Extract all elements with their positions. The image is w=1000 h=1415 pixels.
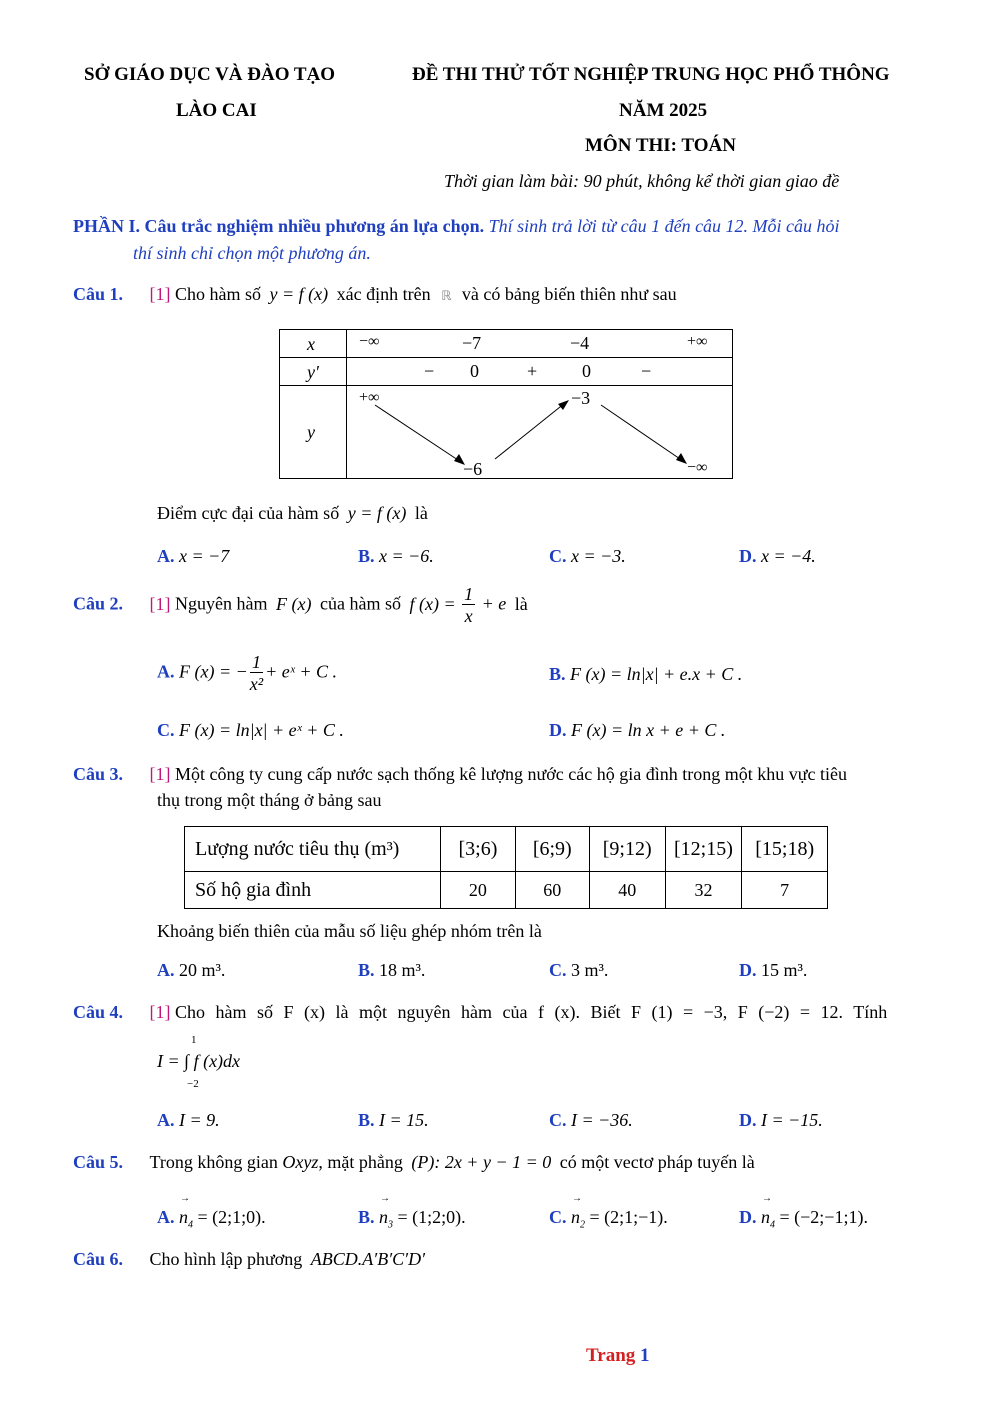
option-letter: C.: [549, 546, 567, 566]
page-word: Trang: [586, 1345, 636, 1366]
option-text: = (1;2;0).: [397, 1207, 466, 1227]
table-cell: 7: [742, 872, 828, 909]
q1-func: y = f (x): [269, 284, 329, 304]
part1-instruction: Thí sinh trả lời từ câu 1 đến câu 12. Mỗi câu hỏi: [488, 216, 840, 236]
q4-option-d[interactable]: [739, 1110, 823, 1131]
header-year: NĂM 2025: [619, 100, 708, 121]
q6-label: Câu 6.: [73, 1249, 124, 1269]
option-letter: C.: [549, 1207, 567, 1227]
option-letter: B.: [549, 664, 566, 684]
normal-vector: [179, 1193, 193, 1231]
option-letter: A.: [157, 1110, 175, 1130]
vector-symbol: n: [571, 1207, 580, 1227]
vt-row-yp: y′: [307, 362, 319, 382]
vt-row-x: x: [307, 334, 315, 354]
vt-x-val: −∞: [359, 333, 380, 350]
option-text: x = −7: [179, 546, 230, 566]
header-department: SỞ GIÁO DỤC VÀ ĐÀO TẠO: [84, 64, 336, 85]
option-letter: B.: [358, 1207, 375, 1227]
q3-level: [1]: [149, 764, 171, 784]
arrow-down-2-head: [676, 453, 687, 464]
q3-question: Khoảng biến thiên của mẫu số liệu ghép nhóm trên là: [157, 921, 542, 941]
fraction-denominator: x: [464, 606, 473, 626]
page-footer: [586, 1345, 650, 1367]
q4-integral: [157, 1034, 357, 1094]
vt-yp-zero: 0: [470, 361, 479, 381]
option-text: = (2;1;−1).: [589, 1207, 668, 1227]
q3-label: Câu 3.: [73, 764, 124, 784]
option-text: x = −3.: [571, 546, 626, 566]
variation-table-svg: [279, 329, 733, 479]
q3-option-a[interactable]: [157, 960, 225, 981]
q3-option-c[interactable]: [549, 960, 608, 981]
vt-y-val: −∞: [687, 459, 708, 476]
vt-yp-zero: 0: [582, 361, 591, 381]
header-time-note: Thời gian làm bài: 90 phút, không kể thời gian giao đề: [444, 171, 840, 191]
option-text: I = 9.: [179, 1110, 220, 1130]
fraction-numerator: 1: [464, 584, 474, 604]
q6-cube: ABCD.A′B′C′D′: [310, 1249, 426, 1269]
vector-symbol: n: [761, 1207, 770, 1227]
option-letter: A.: [157, 1207, 175, 1227]
q2-option-c[interactable]: [157, 720, 344, 741]
arrow-down-1: [375, 405, 461, 462]
q2-stem: [73, 584, 528, 627]
header-exam-title: ĐỀ THI THỬ TỐT NGHIỆP TRUNG HỌC PHỔ THÔNG: [412, 64, 890, 85]
q2-option-a[interactable]: [157, 652, 337, 695]
option-text: = (−2;−1;1).: [779, 1207, 868, 1227]
part1-instruction-cont: thí sinh chỉ chọn một phương án.: [133, 243, 371, 263]
option-text: I = −15.: [761, 1110, 823, 1130]
q1-text-a: Cho hàm số: [175, 284, 262, 304]
fraction-denominator: x²: [249, 674, 264, 694]
q6-text: Cho hình lập phương: [149, 1249, 303, 1269]
option-letter: D.: [739, 1110, 757, 1130]
q5-option-c[interactable]: [549, 1193, 668, 1231]
vector-subscript: 2: [580, 1219, 585, 1231]
vt-row-y: y: [307, 422, 315, 442]
vt-x-val: −7: [462, 333, 482, 353]
header-province: LÀO CAI: [176, 100, 257, 121]
q5-option-b[interactable]: [358, 1193, 466, 1231]
option-text: F (x) = ln|x| + e.x + C .: [570, 664, 743, 684]
option-text: F (x) = ln x + e + C .: [571, 720, 726, 740]
vector-arrow-icon: →: [380, 1193, 390, 1204]
vector-symbol: n: [179, 1207, 188, 1227]
option-text: = (2;1;0).: [197, 1207, 266, 1227]
option-letter: D.: [739, 960, 757, 980]
q2-label: Câu 2.: [73, 593, 124, 614]
q1-label: Câu 1.: [73, 284, 124, 304]
q4-label: Câu 4.: [73, 1002, 124, 1022]
variation-table: [279, 329, 733, 479]
q2-fx: f (x) =: [409, 593, 456, 614]
table-cell: 32: [665, 872, 742, 909]
integral-expression: I = ∫ f (x)dx: [157, 1051, 241, 1071]
q1-option-b[interactable]: [358, 546, 434, 567]
option-letter: D.: [739, 546, 757, 566]
q2-option-b[interactable]: [549, 664, 742, 685]
vt-y-val: +∞: [359, 389, 380, 406]
normal-vector: [379, 1193, 394, 1231]
q5-option-d[interactable]: [739, 1193, 868, 1231]
table-cell: [3;6): [441, 827, 515, 872]
q5-space: Oxyz: [282, 1152, 319, 1172]
q1-question-end: là: [414, 503, 428, 523]
table-cell: 60: [515, 872, 589, 909]
q1-option-a[interactable]: [157, 546, 229, 567]
water-table: [184, 826, 828, 909]
q2-text-a: Nguyên hàm: [175, 593, 268, 614]
option-text: 18 m³.: [379, 960, 426, 980]
option-text: 15 m³.: [761, 960, 808, 980]
q2-text-b: của hàm số: [319, 593, 401, 614]
vt-yp-sign: −: [424, 361, 435, 381]
option-letter: B.: [358, 1110, 375, 1130]
q2-option-d[interactable]: [549, 720, 725, 741]
q1-domain-glyph: ℝ: [441, 289, 452, 304]
normal-vector: [571, 1193, 585, 1231]
q4-stem: [73, 1002, 887, 1023]
vector-subscript: 4: [770, 1219, 775, 1231]
q1-stem: [73, 284, 677, 305]
arrow-up: [495, 403, 565, 459]
option-text: 20 m³.: [179, 960, 226, 980]
option-letter: A.: [157, 960, 175, 980]
vt-x-val: +∞: [687, 333, 708, 350]
q6-stem: [73, 1249, 425, 1270]
option-text: x = −4.: [761, 546, 816, 566]
q5-option-a[interactable]: [157, 1193, 266, 1231]
option-text-post: + eˣ + C .: [265, 661, 338, 682]
option-letter: B.: [358, 960, 375, 980]
q5-label: Câu 5.: [73, 1152, 124, 1172]
vector-symbol: n: [379, 1207, 389, 1227]
table-cell: [6;9): [515, 827, 589, 872]
option-letter: B.: [358, 546, 375, 566]
vt-y-val: −6: [463, 459, 483, 479]
q1-option-c[interactable]: [549, 546, 626, 567]
q3-text-line1: Một công ty cung cấp nước sạch thống kê lượng nước các hộ gia đình trong một khu vực tiêu: [175, 764, 847, 784]
q4-text: Cho hàm số F (x) là một nguyên hàm của f (x). Biết F (1) = −3, F (−2) = 12. Tính: [175, 1002, 888, 1022]
q5-text-a: Trong không gian: [149, 1152, 278, 1172]
q3-option-d[interactable]: [739, 960, 807, 981]
q4-option-b[interactable]: [358, 1110, 429, 1131]
vector-subscript: 4: [188, 1219, 193, 1231]
q2-after-frac: + e: [481, 593, 507, 614]
q2-text-end: là: [514, 593, 528, 614]
option-letter: D.: [739, 1207, 757, 1227]
vector-arrow-icon: →: [762, 1193, 771, 1204]
integral-upper-limit: 1: [191, 1034, 197, 1046]
option-letter: D.: [549, 720, 567, 740]
q1-question-text: Điểm cực đại của hàm số: [157, 503, 340, 523]
table-header-cell: Lượng nước tiêu thụ (m³): [185, 827, 441, 872]
q1-level: [1]: [149, 284, 171, 304]
part1-heading: [73, 216, 840, 237]
table-row: [185, 827, 828, 872]
option-text-pre: F (x) = −: [179, 661, 248, 682]
option-fraction: [250, 652, 263, 695]
option-text: I = −36.: [571, 1110, 633, 1130]
table-cell: 40: [589, 872, 665, 909]
q2-fraction: [462, 584, 475, 627]
vector-arrow-icon: →: [180, 1193, 189, 1204]
table-row: [185, 872, 828, 909]
q5-plane: (P): 2x + y − 1 = 0: [411, 1152, 552, 1172]
vt-yp-sign: −: [641, 361, 652, 381]
vt-y-val: −3: [571, 388, 591, 408]
table-cell: [9;12): [589, 827, 665, 872]
arrow-up-head: [558, 400, 569, 410]
fraction-numerator: 1: [250, 652, 263, 673]
option-letter: C.: [157, 720, 175, 740]
table-cell: [15;18): [742, 827, 828, 872]
page-number: 1: [640, 1345, 650, 1366]
q1-text-c: và có bảng biến thiên như sau: [461, 284, 677, 304]
option-letter: C.: [549, 1110, 567, 1130]
vector-subscript: 3: [388, 1219, 394, 1231]
normal-vector: [761, 1193, 775, 1231]
q3-stem: [73, 764, 847, 785]
table-cell: 20: [441, 872, 515, 909]
vector-arrow-icon: →: [572, 1193, 581, 1204]
table-header-cell: Số hộ gia đình: [185, 872, 441, 909]
q2-Fx: F (x): [276, 593, 312, 614]
vt-x-val: −4: [570, 333, 590, 353]
option-text: 3 m³.: [571, 960, 609, 980]
option-letter: C.: [549, 960, 567, 980]
option-text: I = 15.: [379, 1110, 429, 1130]
q5-stem: [73, 1152, 755, 1173]
q4-option-c[interactable]: [549, 1110, 633, 1131]
q5-text-c: có một vectơ pháp tuyến là: [559, 1152, 755, 1172]
arrow-down-2: [601, 405, 683, 461]
q4-option-a[interactable]: [157, 1110, 220, 1131]
option-text: F (x) = ln|x| + eˣ + C .: [179, 720, 344, 740]
q1-text-b: xác định trên: [336, 284, 431, 304]
header-subject: MÔN THI: TOÁN: [585, 135, 736, 156]
vt-yp-sign: +: [527, 361, 538, 381]
integral-lower-limit: −2: [187, 1078, 199, 1090]
q5-text-b: , mặt phẳng: [318, 1152, 403, 1172]
q1-option-d[interactable]: [739, 546, 816, 567]
option-text: x = −6.: [379, 546, 434, 566]
part1-title: PHẦN I. Câu trắc nghiệm nhiều phương án lựa chọn.: [73, 216, 485, 236]
table-cell: [12;15): [665, 827, 742, 872]
q2-level: [1]: [149, 593, 171, 614]
option-letter: A.: [157, 546, 175, 566]
q1-question: [157, 503, 428, 524]
option-letter: A.: [157, 661, 175, 682]
q3-option-b[interactable]: [358, 960, 425, 981]
q4-level: [1]: [149, 1002, 171, 1022]
q1-question-func: y = f (x): [347, 503, 407, 523]
q3-text-line2: thụ trong một tháng ở bảng sau: [157, 790, 382, 810]
